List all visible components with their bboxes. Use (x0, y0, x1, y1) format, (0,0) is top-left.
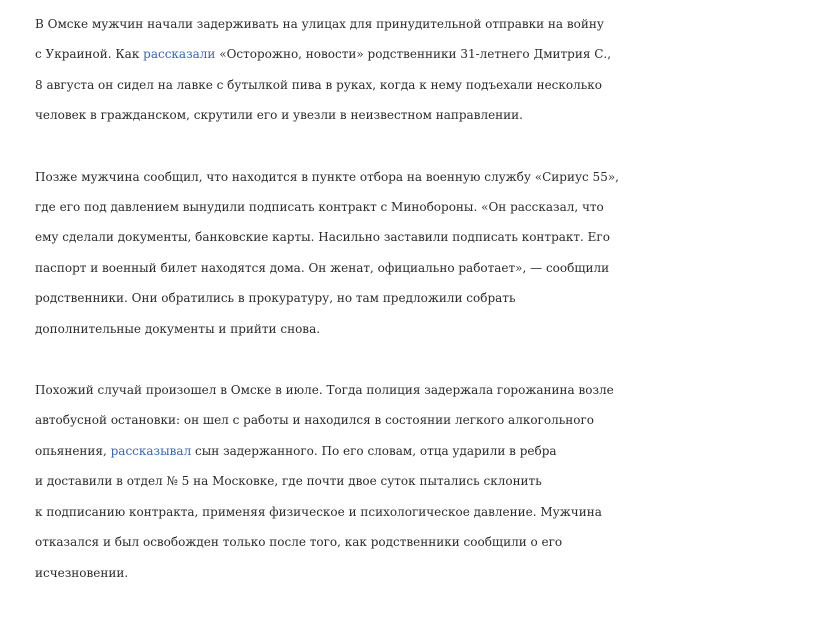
text-line (35, 192, 815, 222)
text-line (35, 436, 815, 466)
article-paragraph (35, 375, 815, 588)
text-line (35, 283, 815, 313)
text-line (35, 253, 815, 283)
text-line (35, 405, 815, 435)
text-run: родственники. Они обратились в прокуратуру, но там предложили собрать (35, 291, 516, 306)
text-line (35, 375, 815, 405)
text-line (35, 527, 815, 557)
text-run: исчезновении. (35, 565, 129, 580)
text-run: отказался и был освобожден только после того, как родственники сообщили о его (35, 535, 563, 550)
text-line (35, 70, 815, 100)
text-run: «Осторожно, новости» родственники 31-летнего Дмитрия С., (215, 47, 612, 62)
article-paragraph (35, 162, 815, 344)
text-run: сын задержанного. По его словам, отца ударили в ребра (191, 443, 557, 458)
inline-link[interactable]: рассказали (143, 47, 216, 62)
text-line (35, 39, 815, 69)
text-run: ему сделали документы, банковские карты. Насильно заставили подписать контракт. Его (35, 230, 610, 245)
text-run: опьянения, (35, 443, 111, 458)
text-line (35, 497, 815, 527)
text-run: 8 августа он сидел на лавке с бутылкой пива в руках, когда к нему подъехали несколько (35, 77, 603, 92)
text-run: где его под давлением вынудили подписать контракт с Минобороны. «Он рассказал, что (35, 200, 604, 215)
text-run: паспорт и военный билет находятся дома. Он женат, официально работает», — сообщили (35, 260, 610, 275)
text-run: и доставили в отдел № 5 на Московке, где почти двое суток пытались склонить (35, 474, 542, 489)
text-run: дополнительные документы и прийти снова. (35, 321, 321, 336)
text-line (35, 314, 815, 344)
text-line (35, 558, 815, 588)
article-body (35, 9, 815, 619)
article-paragraph (35, 9, 815, 131)
text-run: автобусной остановки: он шел с работы и находился в состоянии легкого алкогольного (35, 413, 594, 428)
text-line (35, 9, 815, 39)
text-line (35, 222, 815, 252)
text-run: Позже мужчина сообщил, что находится в пункте отбора на военную службу «Сириус 55», (35, 169, 619, 184)
text-line (35, 100, 815, 130)
inline-link[interactable]: рассказывал (110, 443, 192, 458)
text-line (35, 162, 815, 192)
text-run: с Украиной. Как (35, 47, 144, 62)
text-line (35, 466, 815, 496)
text-run: к подписанию контракта, применяя физическое и психологическое давление. Мужчина (35, 504, 602, 519)
text-run: Похожий случай произошел в Омске в июле. Тогда полиция задержала горожанина возле (35, 383, 614, 398)
text-run: В Омске мужчин начали задерживать на улицах для принудительной отправки на войну (35, 17, 604, 31)
text-run: человек в гражданском, скрутили его и увезли в неизвестном направлении. (35, 108, 523, 123)
